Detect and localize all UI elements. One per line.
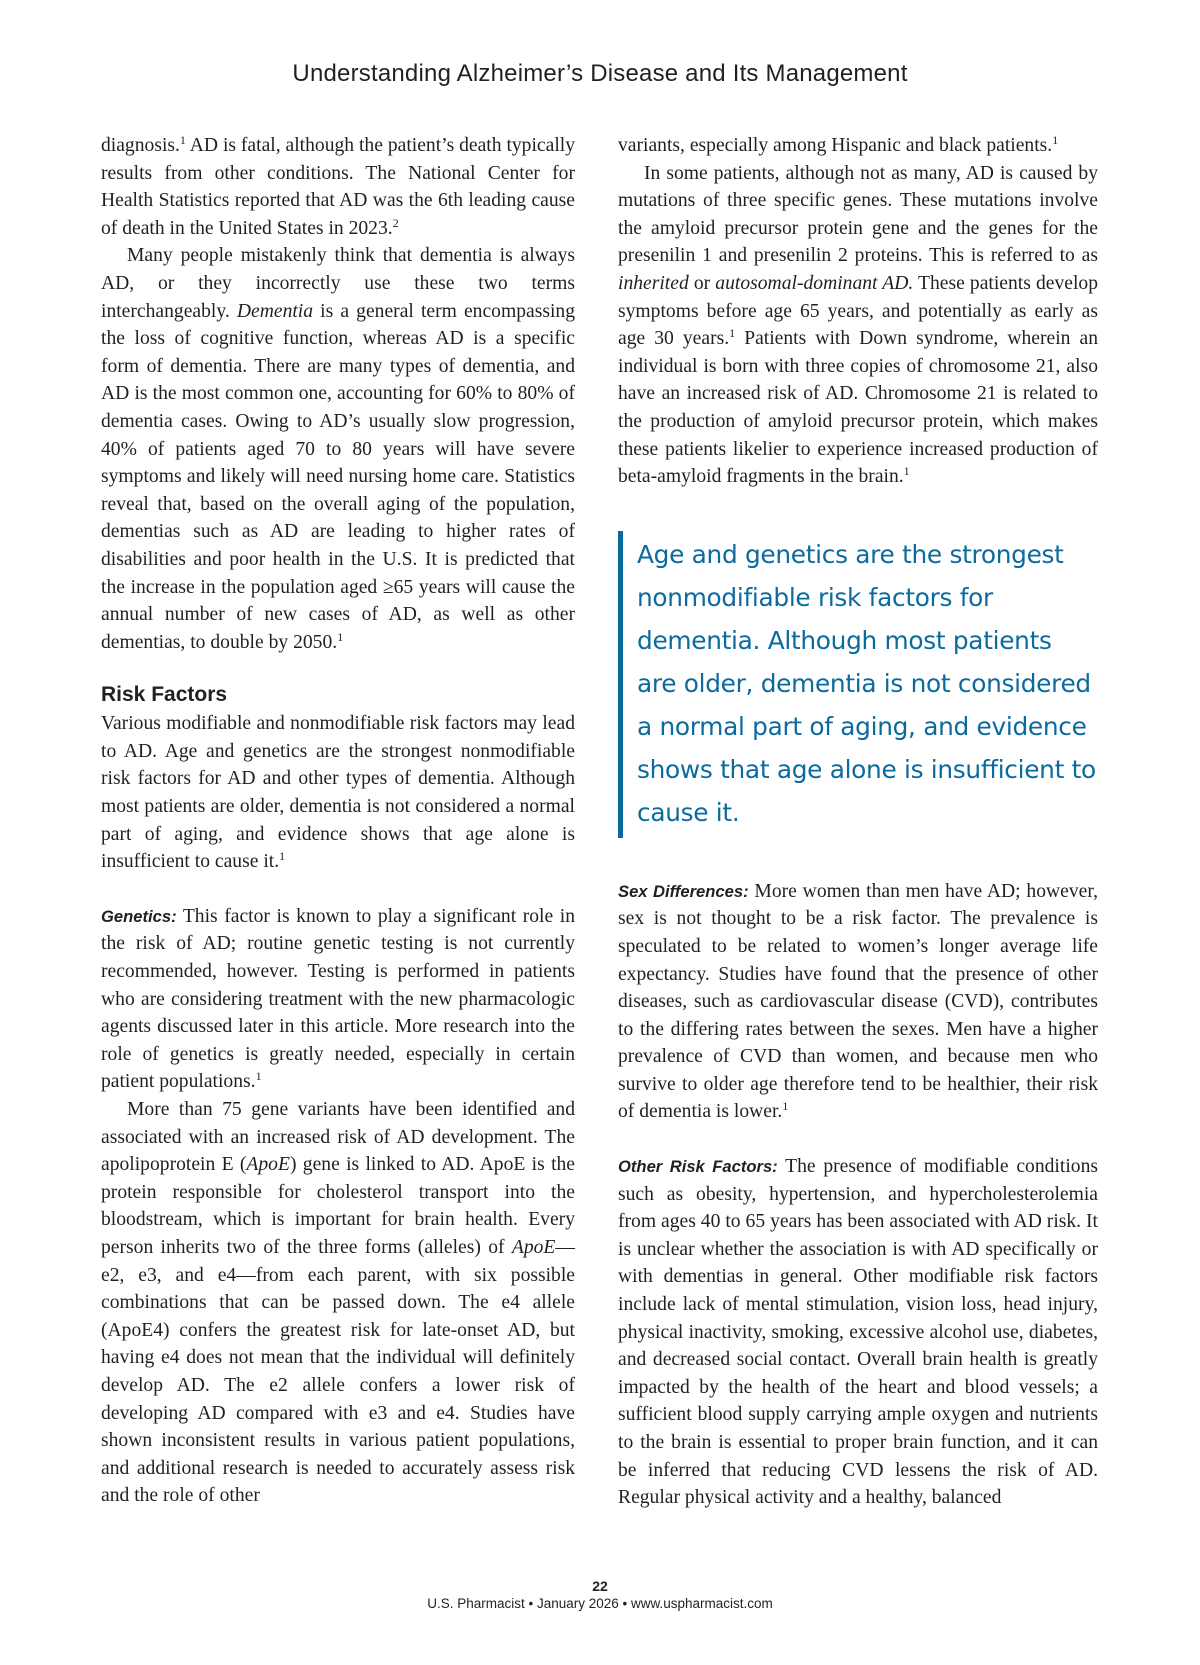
citation: 1 bbox=[179, 133, 186, 147]
paragraph-sex-differences: Sex Differences: More women than men have AD; however, sex is not thought to be a risk factor. The prevalence is speculated to be related to women’s longer average life expectancy. Studies have found that the presence of other diseases, such as cardiovascular disease (CVD), contributes to the differing rates between the sexes. Men have a higher prevalence of CVD than women, and because men who survive to older age therefore tend to be healthier, their risk of dementia is lower.$^1$ bbox=[618, 880, 1098, 1123]
paragraph: variants, especially among Hispanic and black patients.$^1$ bbox=[618, 133, 1059, 156]
run-in-heading: Sex Differences: bbox=[618, 881, 749, 901]
citation: 1 bbox=[337, 629, 344, 644]
paragraph: Many people mistakenly think that dementia is always AD, or they incorrectly use these two terms interchangeably. Dementia is a general term encompassing the loss of cognitive function, whereas AD is a specific form of dementia. There are many types of dementia, and AD is the most common one, accounting for 60% to 80% of dementia cases. Owing to AD’s usually slow progression, 40% of patients aged 70 to 80 years will have severe symptoms and likely will need nursing home care. Statistics reveal that, based on the overall aging of the population, dementias such as AD are leading to higher rates of disabilities and poor health in the U.S. It is predicted that the increase in the population aged ≥65 years will cause the annual number of new cases of AD, as well as other dementias, to double by 2050.$^1$ bbox=[101, 245, 575, 653]
paragraph: diagnosis.$^1$ AD is fatal, although the patient’s death typically results from other conditions. The National Center for Health Statistics reported that AD was the 6th leading cause of death in the United States in 2023.$^2$ bbox=[101, 133, 575, 239]
paragraph-other-risk-factors: Other Risk Factors: The presence of modifiable conditions such as obesity, hypertension, and hypercholesterolemia from ages 40 to 65 years has been associated with AD risk. It is unclear whether the association is with AD specifically or with dementias in general. Other modifiable risk factors include lack of mental stimulation, vision loss, head injury, physical inactivity, smoking, excessive alcohol use, diabetes, and decreased social contact. Overall brain health is greatly impacted by the health of the heart and blood vessels; a sufficient blood supply carrying ample oxygen and nutrients to the brain is essential to proper brain function, and it can be inferred that reducing CVD lessens the risk of AD. Regular physical activity and a healthy, balanced bbox=[618, 1156, 1098, 1509]
citation: 1 bbox=[279, 849, 286, 864]
paragraph: In some patients, although not as many, AD is caused by mutations of three specific genes. These mutations involve the amyloid precursor protein gene and the genes for the presenilin 1 and presenilin 2 proteins. This is referred to as inherited or autosomal-dominant AD. These patients develop symptoms before age 65 years, and potentially as early as age 30 years.$^1$ Patients with Down syndrome, wherein an individual is born with three copies of chromosome 21, also have an increased risk of AD. Chromosome 21 is related to the production of amyloid precursor protein, which makes these patients likelier to experience increased production of beta-amyloid fragments in the brain.$^1$ bbox=[618, 162, 1099, 488]
citation: 1 bbox=[782, 1099, 789, 1114]
page-footer bbox=[0, 1578, 1200, 1612]
left-column bbox=[101, 132, 575, 1510]
right-column bbox=[618, 132, 1098, 1512]
run-in-heading: Other Risk Factors: bbox=[618, 1157, 778, 1177]
paragraph: Various modifiable and nonmodifiable risk factors may lead to AD. Age and genetics are the strongest nonmodifiable risk factors for AD and other types of dementia. Although most patients are older, dementia is not considered a normal part of aging, and evidence shows that age alone is insufficient to cause it.$^1$ bbox=[101, 713, 575, 873]
pull-quote: Age and genetics are the strongest nonmodifiable risk factors for dementia. Although most patients are older, dementia is not considered a normal part of aging, and evidence shows that age alone is insufficient to cause it. bbox=[618, 531, 1098, 838]
run-in-heading: Genetics: bbox=[101, 906, 177, 926]
footer-publication-line: U.S. Pharmacist • January 2026 • www.uspharmacist.com bbox=[427, 1596, 773, 1611]
page-number: 22 bbox=[592, 1578, 608, 1594]
citation: 1 bbox=[903, 464, 910, 479]
citation: 2 bbox=[392, 215, 399, 230]
citation: 1 bbox=[255, 1069, 262, 1084]
citation: 1 bbox=[1052, 133, 1059, 147]
running-head-title: Understanding Alzheimer’s Disease and Its Management bbox=[292, 60, 908, 87]
paragraph-genetics: Genetics: This factor is known to play a significant role in the risk of AD; routine genetic testing is not currently recommended, however. Testing is performed in patients who are considering treatment with the new pharmacologic agents discussed later in this article. More research into the role of genetics is greatly needed, especially in certain patient populations.$^1$ bbox=[101, 905, 575, 1093]
citation: 1 bbox=[729, 326, 736, 341]
paragraph: More than 75 gene variants have been identified and associated with an increased risk of AD development. The apolipoprotein E (ApoE) gene is linked to AD. ApoE is the protein responsible for cholesterol transport into the bloodstream, which is important for brain health. Every person inherits two of the three forms (alleles) of ApoE—e2, e3, and e4—from each parent, with six possible combinations that can be passed down. The e4 allele (ApoE4) confers the greatest risk for late-onset AD, but having e4 does not mean that the individual will definitely develop AD. The e2 allele confers a lower risk of developing AD compared with e3 and e4. Studies have shown inconsistent results in various patient populations, and additional research is needed to accurately assess risk and the role of other bbox=[101, 1099, 576, 1507]
section-heading-risk-factors: Risk Factors bbox=[101, 683, 228, 707]
